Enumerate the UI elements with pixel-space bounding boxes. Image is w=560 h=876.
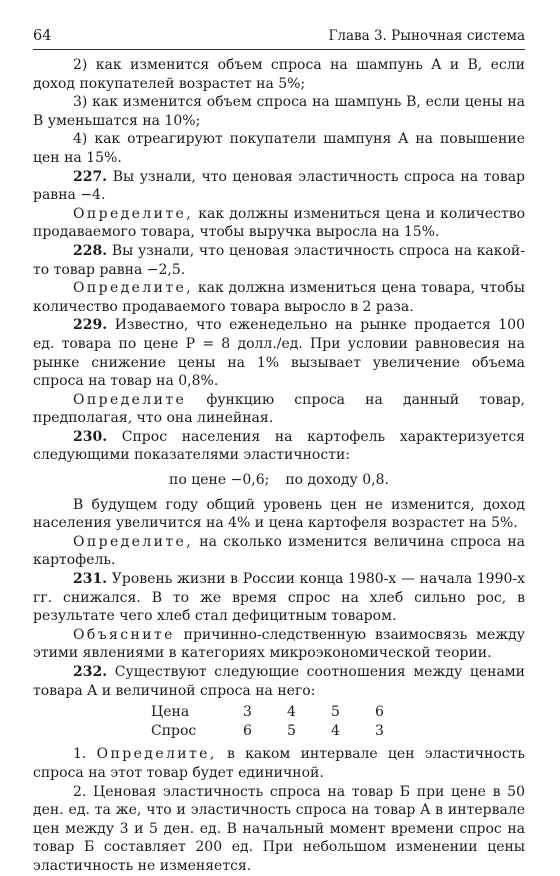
- task-text: функцию спроса на данный товар, предполагая, что она линейная.: [33, 391, 526, 427]
- table-cell: 3: [243, 704, 252, 721]
- problem-230-text2: В будущем году общий уровень цен не изменится, доход населения увеличится на 4% и цена картофеля возрастет на 5%.: [33, 496, 525, 532]
- problem-232: [33, 663, 525, 700]
- task-keyword: Определите,: [73, 280, 194, 297]
- problem-text: Спрос населения на картофель характеризуется следующими показателями эластичности:: [33, 428, 525, 464]
- table-cell: 6: [243, 722, 252, 739]
- paragraph-item-4: 4) как отреагируют покупатели шампуня A на повышение цен на 15%.: [33, 131, 525, 166]
- problem-230-task: [33, 533, 525, 570]
- chapter-title: Глава 3. Рыночная система: [328, 28, 525, 44]
- task-keyword: Определите,: [73, 205, 194, 222]
- table-row-demand: [151, 722, 419, 741]
- table-cell: 6: [375, 704, 384, 721]
- task-text: как должны измениться цена и количество продаваемого товара, чтобы выручка выросла на 15%.: [33, 205, 526, 241]
- table-cell: 4: [331, 722, 340, 739]
- problem-231: [33, 570, 525, 626]
- book-page: [33, 28, 525, 876]
- problem-227: [33, 168, 525, 205]
- page-number: 64: [33, 28, 52, 44]
- task-keyword: Определите: [73, 391, 187, 408]
- task-text: как должна измениться цена товара, чтобы количество продаваемого товара выросло в 2 раза.: [33, 280, 525, 315]
- row-label: Спрос: [151, 722, 197, 739]
- problem-number: 230.: [73, 428, 108, 445]
- task-keyword: Определите,: [73, 533, 194, 550]
- problem-text: Вы узнали, что ценовая эластичность спроса на товар равна −4.: [33, 168, 526, 204]
- problem-227-task: [33, 205, 525, 242]
- price-demand-table: [151, 703, 419, 740]
- elasticity-formula: [33, 471, 525, 490]
- table-cell: 5: [287, 722, 296, 739]
- task-text: причинно-следственную взаимосвязь между этими явлениями в категориях микроэкономической теории.: [33, 626, 525, 662]
- paragraph-item-2: 2) как изменится объем спроса на шампунь A и B, если доход покупателей возрастет на 5%;: [33, 57, 525, 92]
- paragraph-item-3: 3) как изменится объем спроса на шампунь B, если цены на B уменьшатся на 10%;: [33, 94, 525, 129]
- problem-text: Известно, что еженедельно на рынке продается 100 ед. товара по цене P = 8 долл./ед. При условии равновесия на рынке снижение цены на 1% вызывает увеличение объема спроса на товар на 0,8%.: [33, 317, 525, 390]
- formula-price: по цене −0,6;: [169, 472, 270, 489]
- problem-229-task: [33, 391, 525, 428]
- problem-232-sub1: [33, 745, 525, 782]
- task-text: в каком интервале цен эластичность спроса на этот товар будет единичной.: [33, 746, 526, 781]
- problem-text: Вы узнали, что ценовая эластичность спроса на какой-то товар равна −2,5.: [33, 242, 525, 278]
- problem-232-sub2: 2. Ценовая эластичность спроса на товар Б при цене в 50 ден. ед. та же, что и эластичность спроса на товар A в интервале цен между 3 и 5 ден. ед. В начальный момент времени спрос на товар Б составляет 200 ед. При небольшом изменении цены эластичность не изменяется.: [33, 783, 525, 874]
- problem-231-task: [33, 626, 525, 663]
- problem-number: 232.: [73, 664, 108, 680]
- problem-text: Уровень жизни в России конца 1980-х — начала 1990-х гг. снижался. В то же время спрос на хлеб сильно рос, в результате чего хлеб стал дефицитным товаром.: [33, 571, 526, 625]
- problem-230: [33, 428, 525, 465]
- task-keyword: Объясните: [73, 626, 175, 643]
- problem-229: [33, 316, 525, 390]
- page-header: [33, 28, 525, 50]
- problem-number: 227.: [73, 168, 108, 185]
- problem-228: [33, 242, 525, 279]
- problem-number: 229.: [73, 317, 108, 334]
- page-body: [33, 56, 525, 876]
- task-keyword: Определите,: [96, 746, 217, 763]
- table-cell: 4: [287, 704, 296, 721]
- sub-number: 1.: [73, 746, 87, 763]
- problem-text: Существуют следующие соотношения между ценами товара A и величиной спроса на него:: [33, 664, 526, 699]
- table-row-price: [151, 703, 419, 722]
- table-cell: 5: [331, 704, 340, 721]
- problem-number: 228.: [73, 242, 108, 259]
- task-text: на сколько изменится величина спроса на картофель.: [33, 533, 525, 569]
- formula-income: по доходу 0,8.: [285, 472, 389, 489]
- table-cell: 3: [375, 722, 384, 739]
- problem-228-task: [33, 279, 525, 316]
- row-label: Цена: [151, 704, 190, 721]
- problem-number: 231.: [73, 571, 108, 588]
